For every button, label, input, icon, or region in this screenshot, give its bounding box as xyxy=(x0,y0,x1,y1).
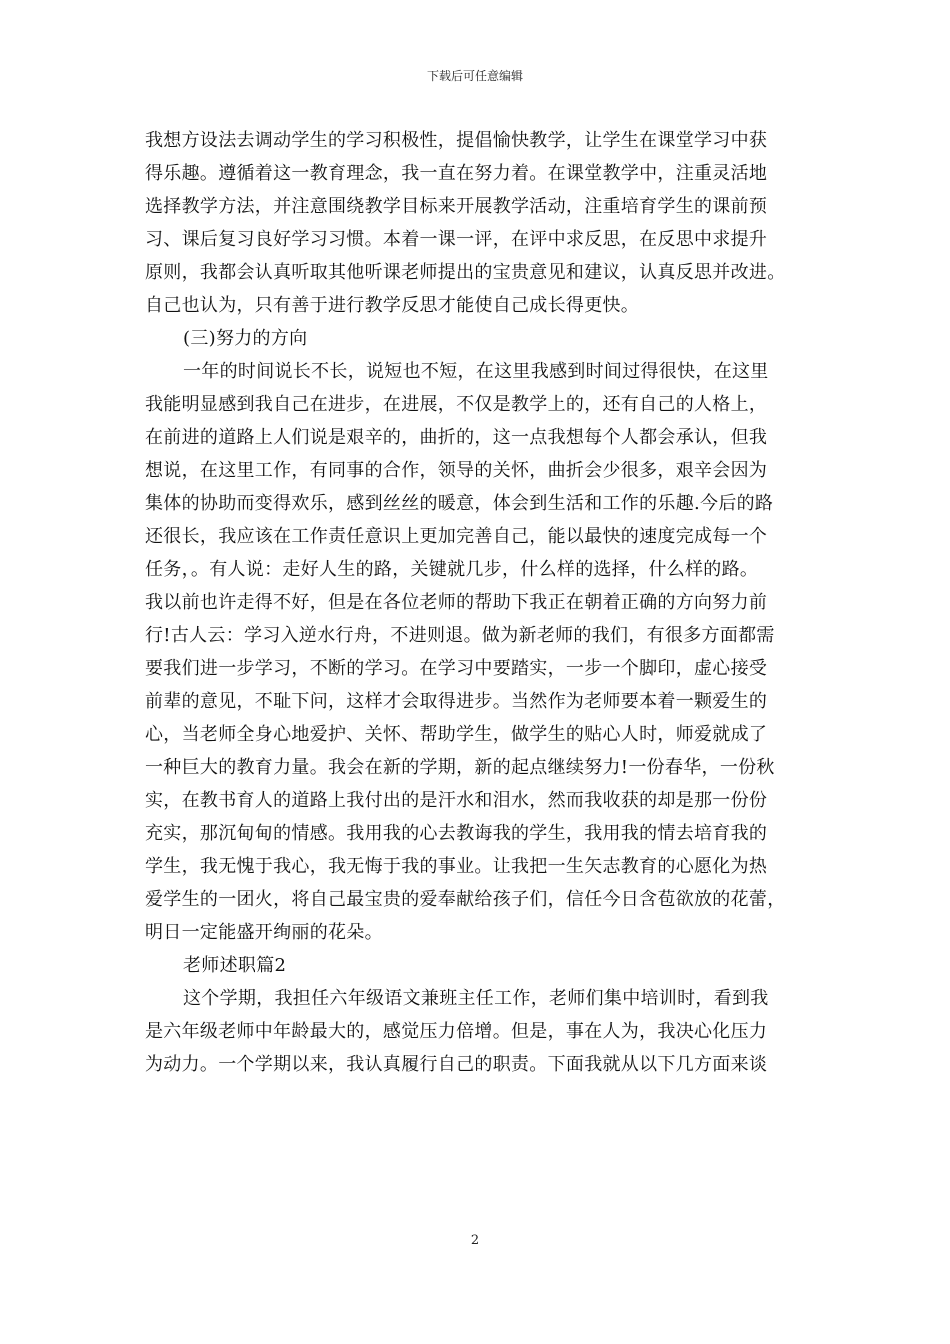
text-line: 是六年级老师中年龄最大的，感觉压力倍增。但是，事在人为，我决心化压力 xyxy=(145,1021,768,1042)
text-line: 一种巨大的教育力量。我会在新的学期，新的起点继续努力!一份春华，一份秋 xyxy=(145,757,775,778)
page-header: 下载后可任意编辑 xyxy=(426,69,523,83)
section-heading: 老师述职篇2 xyxy=(183,955,287,976)
text-line: 一年的时间说长不长，说短也不短，在这里我感到时间过得很快，在这里 xyxy=(183,361,769,382)
text-line: 集体的协助而变得欢乐，感到丝丝的暖意，体会到生活和工作的乐趣.今后的路 xyxy=(145,493,774,514)
text-line: 自己也认为，只有善于进行教学反思才能使自己成长得更快。 xyxy=(145,295,640,316)
text-line: 学生，我无愧于我心，我无悔于我的事业。让我把一生矢志教育的心愿化为热 xyxy=(145,856,768,877)
text-line: 还很长，我应该在工作责任意识上更加完善自己，能以最快的速度完成每一个 xyxy=(145,526,768,547)
text-line: 原则，我都会认真听取其他听课老师提出的宝贵意见和建议，认真反思并改进。 xyxy=(145,262,786,283)
text-line: 在前进的道路上人们说是艰辛的，曲折的，这一点我想每个人都会承认，但我 xyxy=(145,427,768,448)
text-line: 这个学期，我担任六年级语文兼班主任工作，老师们集中培训时，看到我 xyxy=(183,988,769,1009)
text-line: 我想方设法去调动学生的学习积极性，提倡愉快教学，让学生在课堂学习中获 xyxy=(145,130,768,151)
text-line: 得乐趣。遵循着这一教育理念，我一直在努力着。在课堂教学中，注重灵活地 xyxy=(145,163,768,184)
page-number: 2 xyxy=(470,1233,480,1248)
text-line: 心，当老师全身心地爱护、关怀、帮助学生，做学生的贴心人时，师爱就成了 xyxy=(145,724,768,745)
text-line: 行!古人云：学习入逆水行舟，不进则退。做为新老师的我们，有很多方面都需 xyxy=(145,625,775,646)
text-line: 任务，。有人说：走好人生的路，关键就几步，什么样的选择，什么样的路。 xyxy=(145,559,759,580)
text-line: 我能明显感到我自己在进步，在进展，不仅是教学上的，还有自己的人格上， xyxy=(145,394,768,415)
section-heading: (三)努力的方向 xyxy=(183,328,308,349)
text-line: 爱学生的一团火，将自己最宝贵的爱奉献给孩子们，信任今日含苞欲放的花蕾， xyxy=(145,889,786,910)
text-line: 充实，那沉甸甸的情感。我用我的心去教诲我的学生，我用我的情去培育我的 xyxy=(145,823,768,844)
text-line: 实，在教书育人的道路上我付出的是汗水和泪水，然而我收获的却是那一份份 xyxy=(145,790,768,811)
text-line: 我以前也许走得不好，但是在各位老师的帮助下我正在朝着正确的方向努力前 xyxy=(145,592,768,613)
text-line: 习、课后复习良好学习习惯。本着一课一评，在评中求反思，在反思中求提升 xyxy=(145,229,768,250)
body-text xyxy=(145,124,817,1081)
text-line: 选择教学方法，并注意围绕教学目标来开展教学活动，注重培育学生的课前预 xyxy=(145,196,768,217)
text-line: 为动力。一个学期以来，我认真履行自己的职责。下面我就从以下几方面来谈 xyxy=(145,1054,768,1075)
text-line: 明日一定能盛开绚丽的花朵。 xyxy=(145,922,383,943)
text-line: 要我们进一步学习，不断的学习。在学习中要踏实，一步一个脚印，虚心接受 xyxy=(145,658,768,679)
text-line: 前辈的意见，不耻下问，这样才会取得进步。当然作为老师要本着一颗爱生的 xyxy=(145,691,768,712)
text-line: 想说，在这里工作，有同事的合作，领导的关怀，曲折会少很多，艰辛会因为 xyxy=(145,460,768,481)
